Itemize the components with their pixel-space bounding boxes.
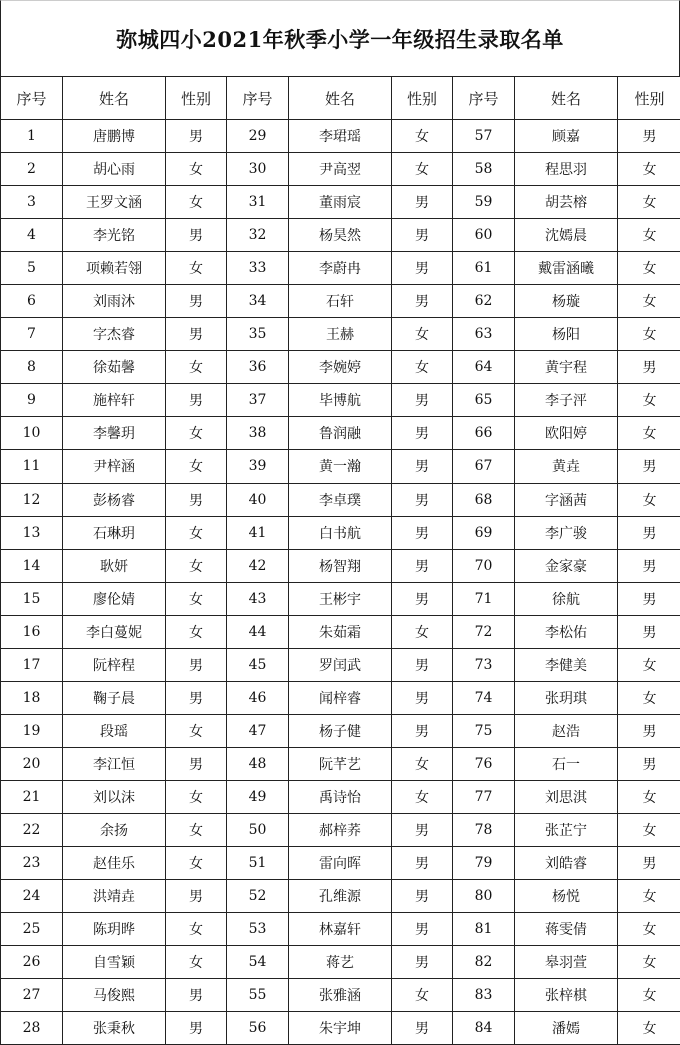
cell-number: 24 <box>1 880 63 913</box>
cell-number: 8 <box>1 351 63 384</box>
cell-name: 林嘉轩 <box>289 913 392 946</box>
cell-gender: 女 <box>618 813 680 846</box>
cell-gender: 女 <box>166 582 227 615</box>
cell-gender: 男 <box>166 483 227 516</box>
cell-name: 李广骏 <box>515 516 618 549</box>
cell-name: 石一 <box>515 747 618 780</box>
cell-gender: 男 <box>166 384 227 417</box>
cell-name: 黄宇程 <box>515 351 618 384</box>
cell-number: 43 <box>227 582 289 615</box>
cell-name: 杨阳 <box>515 318 618 351</box>
cell-gender: 女 <box>618 780 680 813</box>
table-row <box>1 813 680 846</box>
cell-number: 73 <box>453 648 515 681</box>
cell-gender: 男 <box>618 516 680 549</box>
cell-number: 16 <box>1 615 63 648</box>
cell-name: 项赖若翎 <box>63 252 166 285</box>
cell-gender: 男 <box>392 582 453 615</box>
cell-number: 9 <box>1 384 63 417</box>
cell-name: 董雨宸 <box>289 186 392 219</box>
cell-name: 赵浩 <box>515 714 618 747</box>
cell-number: 35 <box>227 318 289 351</box>
cell-name: 王彬宇 <box>289 582 392 615</box>
cell-name: 皋羽萱 <box>515 946 618 979</box>
cell-name: 李卓璞 <box>289 483 392 516</box>
cell-number: 40 <box>227 483 289 516</box>
cell-name: 李白蔓妮 <box>63 615 166 648</box>
cell-gender: 男 <box>392 681 453 714</box>
cell-gender: 女 <box>618 252 680 285</box>
cell-gender: 男 <box>392 880 453 913</box>
cell-name: 雷向晖 <box>289 847 392 880</box>
cell-number: 30 <box>227 153 289 186</box>
table-row <box>1 648 680 681</box>
cell-number: 28 <box>1 1012 63 1045</box>
cell-name: 李松佑 <box>515 615 618 648</box>
cell-name: 余扬 <box>63 813 166 846</box>
cell-gender: 男 <box>166 318 227 351</box>
cell-name: 彭杨睿 <box>63 483 166 516</box>
cell-name: 李馨玥 <box>63 417 166 450</box>
cell-gender: 女 <box>618 285 680 318</box>
cell-number: 14 <box>1 549 63 582</box>
cell-gender: 男 <box>392 252 453 285</box>
cell-gender: 女 <box>392 979 453 1012</box>
cell-name: 白书航 <box>289 516 392 549</box>
cell-gender: 女 <box>618 186 680 219</box>
cell-gender: 男 <box>392 516 453 549</box>
cell-number: 5 <box>1 252 63 285</box>
cell-name: 赵佳乐 <box>63 847 166 880</box>
cell-gender: 男 <box>392 714 453 747</box>
cell-number: 77 <box>453 780 515 813</box>
cell-gender: 男 <box>392 946 453 979</box>
cell-gender: 女 <box>392 318 453 351</box>
cell-number: 47 <box>227 714 289 747</box>
cell-number: 45 <box>227 648 289 681</box>
cell-number: 18 <box>1 681 63 714</box>
cell-name: 王赫 <box>289 318 392 351</box>
cell-name: 鲁润融 <box>289 417 392 450</box>
cell-gender: 女 <box>166 450 227 483</box>
cell-name: 张雅涵 <box>289 979 392 1012</box>
cell-name: 欧阳婷 <box>515 417 618 450</box>
table-row <box>1 880 680 913</box>
cell-name: 沈嫣晨 <box>515 219 618 252</box>
cell-name: 段瑶 <box>63 714 166 747</box>
cell-number: 60 <box>453 219 515 252</box>
cell-number: 81 <box>453 913 515 946</box>
cell-name: 李子泙 <box>515 384 618 417</box>
cell-name: 李光铭 <box>63 219 166 252</box>
cell-gender: 女 <box>392 351 453 384</box>
cell-gender: 男 <box>392 219 453 252</box>
cell-gender: 女 <box>166 516 227 549</box>
cell-number: 56 <box>227 1012 289 1045</box>
cell-number: 53 <box>227 913 289 946</box>
cell-number: 11 <box>1 450 63 483</box>
header-row <box>1 77 680 120</box>
cell-number: 51 <box>227 847 289 880</box>
cell-name: 石琳玥 <box>63 516 166 549</box>
cell-gender: 女 <box>166 615 227 648</box>
table-body <box>1 120 680 1045</box>
cell-gender: 女 <box>166 549 227 582</box>
cell-number: 27 <box>1 979 63 1012</box>
cell-gender: 女 <box>618 384 680 417</box>
cell-number: 7 <box>1 318 63 351</box>
cell-name: 字涵茜 <box>515 483 618 516</box>
cell-gender: 女 <box>618 318 680 351</box>
cell-gender: 男 <box>618 847 680 880</box>
table-row <box>1 979 680 1012</box>
cell-gender: 男 <box>392 285 453 318</box>
table-row <box>1 747 680 780</box>
cell-number: 48 <box>227 747 289 780</box>
cell-gender: 男 <box>166 1012 227 1045</box>
cell-number: 19 <box>1 714 63 747</box>
cell-number: 65 <box>453 384 515 417</box>
cell-number: 13 <box>1 516 63 549</box>
table-row <box>1 285 680 318</box>
table-row <box>1 516 680 549</box>
cell-name: 李婉婷 <box>289 351 392 384</box>
cell-gender: 女 <box>618 880 680 913</box>
cell-name: 李蔚冉 <box>289 252 392 285</box>
table-row <box>1 780 680 813</box>
cell-name: 刘以沫 <box>63 780 166 813</box>
cell-name: 张梓棋 <box>515 979 618 1012</box>
cell-gender: 男 <box>166 979 227 1012</box>
table-row <box>1 483 680 516</box>
cell-gender: 男 <box>166 648 227 681</box>
cell-name: 鞠子晨 <box>63 681 166 714</box>
cell-gender: 男 <box>166 880 227 913</box>
cell-gender: 男 <box>618 450 680 483</box>
cell-number: 80 <box>453 880 515 913</box>
table-row <box>1 351 680 384</box>
cell-gender: 女 <box>166 186 227 219</box>
cell-name: 黄一瀚 <box>289 450 392 483</box>
cell-gender: 男 <box>166 120 227 153</box>
cell-name: 李健美 <box>515 648 618 681</box>
cell-number: 3 <box>1 186 63 219</box>
cell-number: 70 <box>453 549 515 582</box>
cell-name: 戴雷涵曦 <box>515 252 618 285</box>
table-row <box>1 582 680 615</box>
cell-gender: 女 <box>392 153 453 186</box>
cell-name: 杨璇 <box>515 285 618 318</box>
cell-gender: 男 <box>618 351 680 384</box>
cell-name: 金家豪 <box>515 549 618 582</box>
admission-table <box>0 76 680 1045</box>
cell-gender: 男 <box>392 450 453 483</box>
table-row <box>1 1012 680 1045</box>
cell-number: 4 <box>1 219 63 252</box>
cell-name: 廖伦婧 <box>63 582 166 615</box>
cell-number: 83 <box>453 979 515 1012</box>
cell-name: 孔维源 <box>289 880 392 913</box>
cell-number: 10 <box>1 417 63 450</box>
cell-name: 尹梓涵 <box>63 450 166 483</box>
cell-number: 69 <box>453 516 515 549</box>
table-row <box>1 946 680 979</box>
header-number: 序号 <box>1 77 63 120</box>
cell-number: 15 <box>1 582 63 615</box>
cell-number: 66 <box>453 417 515 450</box>
cell-number: 76 <box>453 747 515 780</box>
table-row <box>1 384 680 417</box>
cell-gender: 男 <box>392 913 453 946</box>
cell-number: 20 <box>1 747 63 780</box>
cell-gender: 女 <box>166 813 227 846</box>
cell-number: 62 <box>453 285 515 318</box>
cell-number: 1 <box>1 120 63 153</box>
cell-gender: 男 <box>166 219 227 252</box>
cell-number: 78 <box>453 813 515 846</box>
cell-name: 张芷宁 <box>515 813 618 846</box>
cell-gender: 女 <box>392 747 453 780</box>
cell-name: 程思羽 <box>515 153 618 186</box>
cell-gender: 男 <box>618 747 680 780</box>
cell-gender: 男 <box>392 847 453 880</box>
cell-name: 毕博航 <box>289 384 392 417</box>
cell-name: 胡芸榕 <box>515 186 618 219</box>
cell-number: 22 <box>1 813 63 846</box>
cell-name: 朱宇坤 <box>289 1012 392 1045</box>
cell-gender: 男 <box>392 1012 453 1045</box>
cell-number: 82 <box>453 946 515 979</box>
cell-name: 王罗文涵 <box>63 186 166 219</box>
cell-number: 52 <box>227 880 289 913</box>
cell-name: 蒋雯倩 <box>515 913 618 946</box>
cell-number: 58 <box>453 153 515 186</box>
cell-number: 23 <box>1 847 63 880</box>
cell-gender: 女 <box>166 417 227 450</box>
cell-gender: 女 <box>618 979 680 1012</box>
table-row <box>1 153 680 186</box>
cell-name: 禹诗怡 <box>289 780 392 813</box>
cell-number: 37 <box>227 384 289 417</box>
cell-gender: 女 <box>166 946 227 979</box>
cell-number: 64 <box>453 351 515 384</box>
cell-name: 蒋艺 <box>289 946 392 979</box>
table-row <box>1 615 680 648</box>
cell-name: 字杰睿 <box>63 318 166 351</box>
table-row <box>1 913 680 946</box>
cell-number: 36 <box>227 351 289 384</box>
cell-number: 50 <box>227 813 289 846</box>
cell-gender: 男 <box>166 681 227 714</box>
cell-number: 34 <box>227 285 289 318</box>
cell-name: 李珺瑶 <box>289 120 392 153</box>
page-title: 弥城四小2021年秋季小学一年级招生录取名单 <box>0 0 680 76</box>
cell-number: 12 <box>1 483 63 516</box>
header-name: 姓名 <box>289 77 392 120</box>
cell-name: 闻梓睿 <box>289 681 392 714</box>
cell-gender: 女 <box>618 946 680 979</box>
cell-name: 尹高翌 <box>289 153 392 186</box>
cell-name: 李江恒 <box>63 747 166 780</box>
cell-name: 杨子健 <box>289 714 392 747</box>
table-row <box>1 681 680 714</box>
cell-gender: 男 <box>618 120 680 153</box>
cell-gender: 女 <box>392 120 453 153</box>
cell-gender: 女 <box>618 483 680 516</box>
header-gender: 性别 <box>166 77 227 120</box>
cell-number: 71 <box>453 582 515 615</box>
cell-number: 39 <box>227 450 289 483</box>
cell-name: 朱茹霜 <box>289 615 392 648</box>
cell-name: 郝梓荞 <box>289 813 392 846</box>
cell-gender: 女 <box>618 913 680 946</box>
header-number: 序号 <box>227 77 289 120</box>
cell-name: 阮梓程 <box>63 648 166 681</box>
cell-gender: 女 <box>618 417 680 450</box>
header-name: 姓名 <box>515 77 618 120</box>
cell-gender: 男 <box>392 813 453 846</box>
cell-number: 21 <box>1 780 63 813</box>
cell-name: 自雪颖 <box>63 946 166 979</box>
cell-name: 洪靖垚 <box>63 880 166 913</box>
cell-number: 63 <box>453 318 515 351</box>
cell-number: 67 <box>453 450 515 483</box>
cell-number: 33 <box>227 252 289 285</box>
cell-name: 杨昊然 <box>289 219 392 252</box>
cell-gender: 男 <box>392 549 453 582</box>
cell-gender: 女 <box>392 780 453 813</box>
cell-name: 刘雨沐 <box>63 285 166 318</box>
cell-name: 徐航 <box>515 582 618 615</box>
cell-gender: 女 <box>618 681 680 714</box>
cell-gender: 女 <box>618 648 680 681</box>
table-row <box>1 186 680 219</box>
table-row <box>1 847 680 880</box>
cell-number: 61 <box>453 252 515 285</box>
cell-gender: 男 <box>392 483 453 516</box>
cell-gender: 男 <box>618 549 680 582</box>
cell-number: 29 <box>227 120 289 153</box>
cell-name: 张秉秋 <box>63 1012 166 1045</box>
cell-gender: 男 <box>392 384 453 417</box>
cell-number: 74 <box>453 681 515 714</box>
cell-gender: 女 <box>166 351 227 384</box>
header-number: 序号 <box>453 77 515 120</box>
cell-gender: 男 <box>618 582 680 615</box>
cell-gender: 女 <box>618 219 680 252</box>
cell-number: 72 <box>453 615 515 648</box>
cell-name: 石轩 <box>289 285 392 318</box>
cell-gender: 女 <box>166 847 227 880</box>
cell-name: 陈玥晔 <box>63 913 166 946</box>
cell-name: 黄垚 <box>515 450 618 483</box>
cell-number: 31 <box>227 186 289 219</box>
cell-number: 68 <box>453 483 515 516</box>
cell-gender: 男 <box>618 714 680 747</box>
cell-name: 耿妍 <box>63 549 166 582</box>
cell-name: 潘嫣 <box>515 1012 618 1045</box>
cell-name: 马俊熙 <box>63 979 166 1012</box>
cell-name: 杨智翔 <box>289 549 392 582</box>
cell-name: 施梓轩 <box>63 384 166 417</box>
cell-number: 25 <box>1 913 63 946</box>
cell-number: 84 <box>453 1012 515 1045</box>
cell-name: 顾嘉 <box>515 120 618 153</box>
table-row <box>1 219 680 252</box>
cell-gender: 女 <box>166 153 227 186</box>
table-row <box>1 252 680 285</box>
cell-gender: 女 <box>618 1012 680 1045</box>
cell-name: 胡心雨 <box>63 153 166 186</box>
cell-name: 张玥琪 <box>515 681 618 714</box>
cell-number: 17 <box>1 648 63 681</box>
header-gender: 性别 <box>618 77 680 120</box>
cell-number: 49 <box>227 780 289 813</box>
cell-gender: 男 <box>392 648 453 681</box>
table-row <box>1 318 680 351</box>
header-name: 姓名 <box>63 77 166 120</box>
cell-number: 32 <box>227 219 289 252</box>
cell-number: 79 <box>453 847 515 880</box>
cell-gender: 女 <box>166 913 227 946</box>
cell-number: 42 <box>227 549 289 582</box>
cell-number: 6 <box>1 285 63 318</box>
cell-gender: 女 <box>166 252 227 285</box>
cell-number: 57 <box>453 120 515 153</box>
cell-name: 罗闰武 <box>289 648 392 681</box>
cell-gender: 男 <box>392 417 453 450</box>
cell-name: 刘皓睿 <box>515 847 618 880</box>
cell-gender: 女 <box>618 153 680 186</box>
cell-gender: 男 <box>618 615 680 648</box>
cell-number: 75 <box>453 714 515 747</box>
table-row <box>1 450 680 483</box>
table-row <box>1 417 680 450</box>
cell-number: 46 <box>227 681 289 714</box>
table-row <box>1 714 680 747</box>
cell-number: 26 <box>1 946 63 979</box>
cell-number: 59 <box>453 186 515 219</box>
cell-number: 2 <box>1 153 63 186</box>
cell-gender: 女 <box>166 780 227 813</box>
cell-gender: 男 <box>166 285 227 318</box>
cell-number: 38 <box>227 417 289 450</box>
cell-number: 55 <box>227 979 289 1012</box>
cell-number: 41 <box>227 516 289 549</box>
cell-gender: 男 <box>166 747 227 780</box>
cell-number: 54 <box>227 946 289 979</box>
cell-name: 唐鹏博 <box>63 120 166 153</box>
cell-gender: 女 <box>166 714 227 747</box>
cell-name: 刘思淇 <box>515 780 618 813</box>
cell-name: 阮芊艺 <box>289 747 392 780</box>
cell-name: 徐茹馨 <box>63 351 166 384</box>
table-row <box>1 549 680 582</box>
header-gender: 性别 <box>392 77 453 120</box>
table-row <box>1 120 680 153</box>
cell-name: 杨悦 <box>515 880 618 913</box>
cell-number: 44 <box>227 615 289 648</box>
cell-gender: 男 <box>392 186 453 219</box>
cell-gender: 女 <box>392 615 453 648</box>
